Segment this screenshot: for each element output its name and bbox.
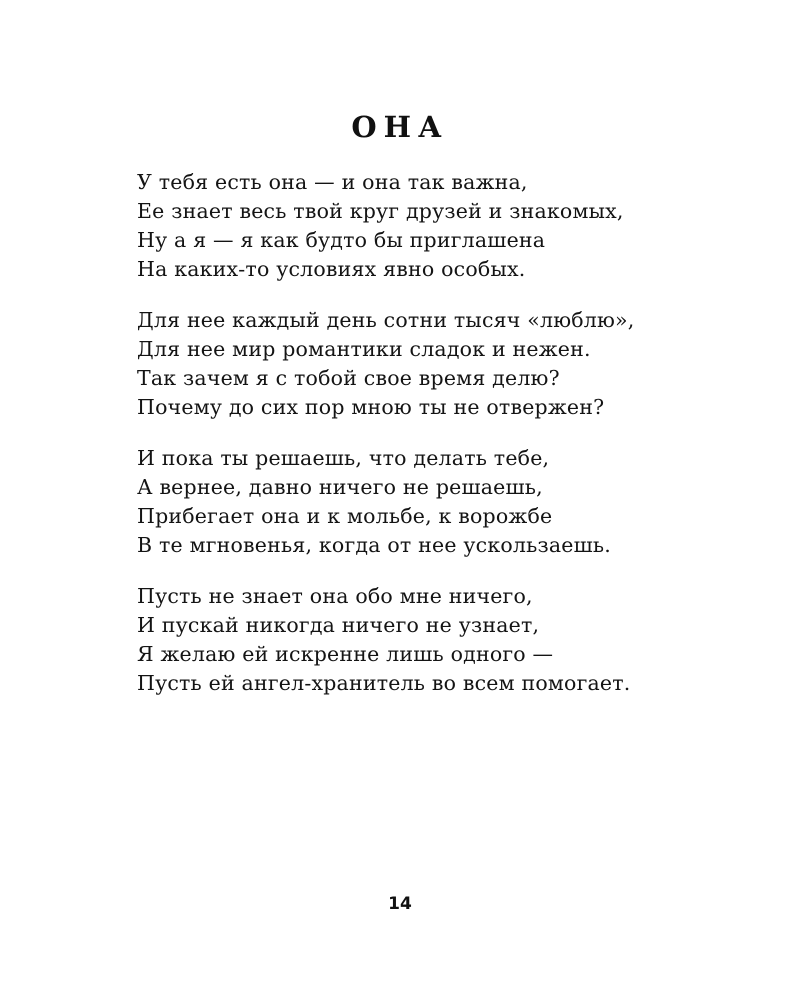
stanza-3 <box>137 444 737 560</box>
poem-line: У тебя есть она — и она так важна, <box>137 170 528 194</box>
stanza-2 <box>137 306 737 422</box>
poem-title: ОНА <box>351 110 449 144</box>
poem-line: Для нее каждый день сотни тысяч «люблю», <box>137 308 635 332</box>
poem-line: Я желаю ей искренне лишь одного — <box>137 642 554 666</box>
poem-line: В те мгновенья, когда от нее ускользаешь. <box>137 533 611 557</box>
page-number: 14 <box>388 894 412 914</box>
poem-line: Прибегает она и к мольбе, к ворожбе <box>137 504 553 528</box>
stanza-4 <box>137 582 737 698</box>
poem-line: И пока ты решаешь, что делать тебе, <box>137 446 550 470</box>
poem-line: Для нее мир романтики сладок и нежен. <box>137 337 591 361</box>
stanza-1 <box>137 168 737 284</box>
poem-line: Пусть не знает она обо мне ничего, <box>137 584 533 608</box>
poem-line: Пусть ей ангел-хранитель во всем помогает. <box>137 671 631 695</box>
poem-line: А вернее, давно ничего не решаешь, <box>137 475 543 499</box>
poem-line: Так зачем я с тобой свое время делю? <box>137 366 560 390</box>
poem-line: Ее знает весь твой круг друзей и знакомых, <box>137 199 624 223</box>
poem-body <box>137 168 737 720</box>
poem-line: Почему до сих пор мною ты не отвержен? <box>137 395 605 419</box>
poem-line: И пускай никогда ничего не узнает, <box>137 613 540 637</box>
poem-line: Ну а я — я как будто бы приглашена <box>137 228 546 252</box>
poem-line: На каких-то условиях явно особых. <box>137 257 526 281</box>
